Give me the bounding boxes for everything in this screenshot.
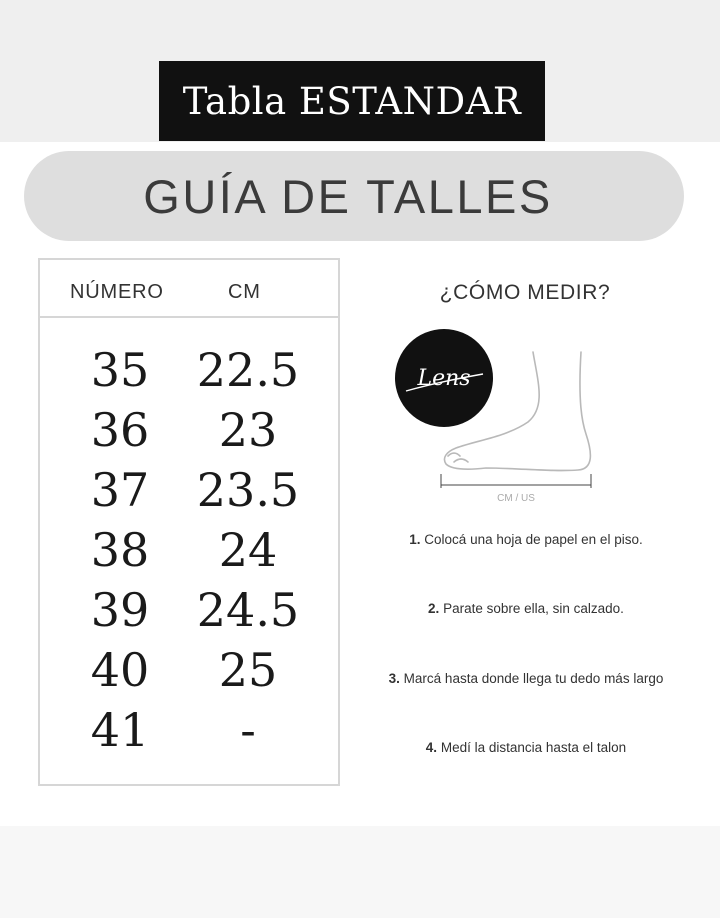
step-number: 3. <box>388 671 400 686</box>
size-number: 36 <box>90 403 150 457</box>
guide-banner <box>24 151 684 241</box>
foot-measure-illustration <box>388 322 608 512</box>
column-header-numero: NÚMERO <box>70 281 164 303</box>
step-3 <box>352 671 700 686</box>
size-number: 41 <box>90 703 150 757</box>
step-text: Medí la distancia hasta el talon <box>440 740 627 755</box>
size-cm: 25 <box>218 643 278 697</box>
how-to-measure-title: ¿CÓMO MEDIR? <box>439 281 611 304</box>
size-number: 40 <box>90 643 150 697</box>
bottom-background <box>0 826 720 918</box>
step-number: 4. <box>425 740 438 755</box>
measure-label: CM / US <box>497 493 535 504</box>
page-title: GUÍA DE TALLES <box>143 169 553 223</box>
size-cm: - <box>240 703 256 757</box>
step-text: Parate sobre ella, sin calzado. <box>443 601 624 616</box>
size-cm: 23.5 <box>196 463 300 517</box>
column-header-cm: CM <box>228 281 261 303</box>
measure-line <box>441 474 591 488</box>
size-table <box>38 258 340 786</box>
step-text: Marcá hasta donde llega tu dedo más largo <box>403 671 664 686</box>
table-header <box>40 260 338 318</box>
step-1 <box>352 532 700 547</box>
brand-logo-text: Lens <box>417 366 471 391</box>
table-row <box>40 340 338 400</box>
badge-title-text: Tabla ESTANDAR <box>182 79 522 123</box>
step-2 <box>352 601 700 616</box>
size-number: 38 <box>90 523 150 577</box>
size-number: 37 <box>90 463 150 517</box>
table-row <box>40 460 338 520</box>
step-4 <box>352 740 700 755</box>
size-number: 35 <box>90 343 150 397</box>
size-cm: 24 <box>218 523 278 577</box>
table-row <box>40 520 338 580</box>
size-number: 39 <box>90 583 150 637</box>
size-cm: 23 <box>218 403 278 457</box>
table-row <box>40 580 338 640</box>
step-number: 2. <box>428 601 440 616</box>
badge-title <box>159 61 545 141</box>
table-row <box>40 640 338 700</box>
step-number: 1. <box>409 532 421 547</box>
table-row <box>40 700 338 760</box>
step-text: Colocá una hoja de papel en el piso. <box>424 532 643 547</box>
size-cm: 24.5 <box>196 583 300 637</box>
size-cm: 22.5 <box>196 343 300 397</box>
table-row <box>40 400 338 460</box>
